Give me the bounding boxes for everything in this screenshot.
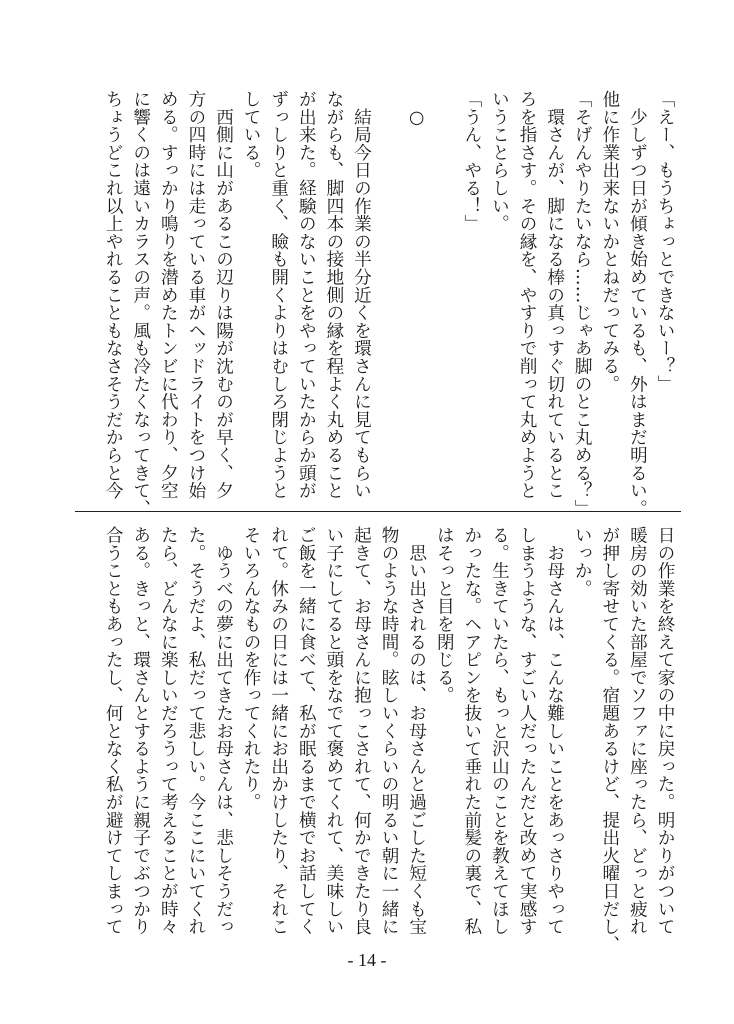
text-column: お母さんは、こんな難しいことをあっさりやって [544,526,565,936]
bottom-text-block [99,526,678,954]
text-column: ずっしりと重く、瞼も開くよりはむしろ閉じようと [268,90,289,500]
text-column [430,90,458,510]
text-column: に響くのは遠いカラスの声。風も冷たくなってきて、 [130,90,151,518]
text-column: 起きて、お母さんに抱っこされて、何かできたり良 [351,526,372,936]
text-column: かったな。ヘアピンを抜いて垂れた前髪の裏で、私 [461,526,482,936]
text-column: 少しずつ日が傾き始めているも、外はまだ明るい。 [627,90,648,518]
text-column: ながらも、脚四本の接地側の縁を程よく丸めること [323,90,344,500]
text-column: いっか。 [572,526,593,598]
text-column: 方の四時には走っている車がヘッドライトをつけ始 [185,90,206,500]
text-column: している。 [241,90,262,179]
text-column: ちょうどこれ以上やれることもなさそうだからと今 [103,90,124,500]
text-column: 「そげんやりたいなら……じゃあ脚のとこ丸める？」 [572,90,593,518]
page-number: - 14 - [347,950,387,970]
text-column: 暖房の効いた部屋でソファに座ったら、どっと疲れ [627,526,648,936]
text-column [374,90,402,510]
text-column: れて。休みの日には一緒にお出かけしたり、それこ [268,526,289,936]
text-column: しまうような、すごい人だったんだと改めて実感す [517,526,538,936]
text-column: ゆうべの夢に出てきたお母さんは、悲しそうだっ [213,526,234,936]
text-column: い子にしてると頭をなでて褒めてくれて、美味しい [323,526,344,936]
text-column: 環さんが、脚になる棒の真っすぐ切れているとこ [544,90,565,500]
top-text-block [99,90,678,518]
text-column: 結局今日の作業の半分近くを環さんに見てもらい [351,90,372,500]
text-column: ろを指さす。その縁を、やすりで削って丸めようと [517,90,538,500]
text-column: た。そうだよ、私だって悲しい。今ここにいてくれ [185,526,206,936]
text-column: が出来た。経験のないことをやっていたからか頭が [296,90,317,500]
text-column: たら、どんなに楽しいだろうって考えることが時々 [158,526,179,936]
text-column: 合うこともあったし、何となく私が避けてしまって [103,526,124,936]
text-column: める。すっかり鳴りを潜めたトンビに代わり、夕空 [158,90,179,500]
text-column: 物のような時間。眩しいくらいの明るい朝に一緒に [379,526,400,936]
text-column: 思い出されるのは、お母さんと過ごした短くも宝 [406,526,427,936]
text-column: 西側に山があるこの辺りは陽が沈むのが早く、夕 [213,90,234,500]
text-column: はそっと目を閉じる。 [434,526,455,704]
text-column: 他に作業出来ないかとねだってみる。 [599,90,620,393]
text-column: 「えー、もうちょっとできないー？」 [655,90,675,393]
text-column: る。生きていたら、もっと沢山のことを教えてほし [489,526,510,936]
text-column: そいろんなものを作ってくれたり。 [241,526,262,811]
text-column: 「うん、やる！」 [461,90,482,233]
text-column: が押し寄せてくる。宿題あるけど、提出火曜日だし、 [599,526,620,954]
text-column: 日の作業を終えて家の中に戻った。明かりがついて [655,526,675,936]
text-column: いうことらしい。 [489,90,510,233]
text-column: ご飯を一緒に食べて、私が眠るまで横でお話してく [296,526,317,936]
text-column: ある。きっと、環さんとするように親子でぶつかり [130,526,151,936]
section-divider [75,511,681,512]
text-column: ○ [406,90,427,128]
